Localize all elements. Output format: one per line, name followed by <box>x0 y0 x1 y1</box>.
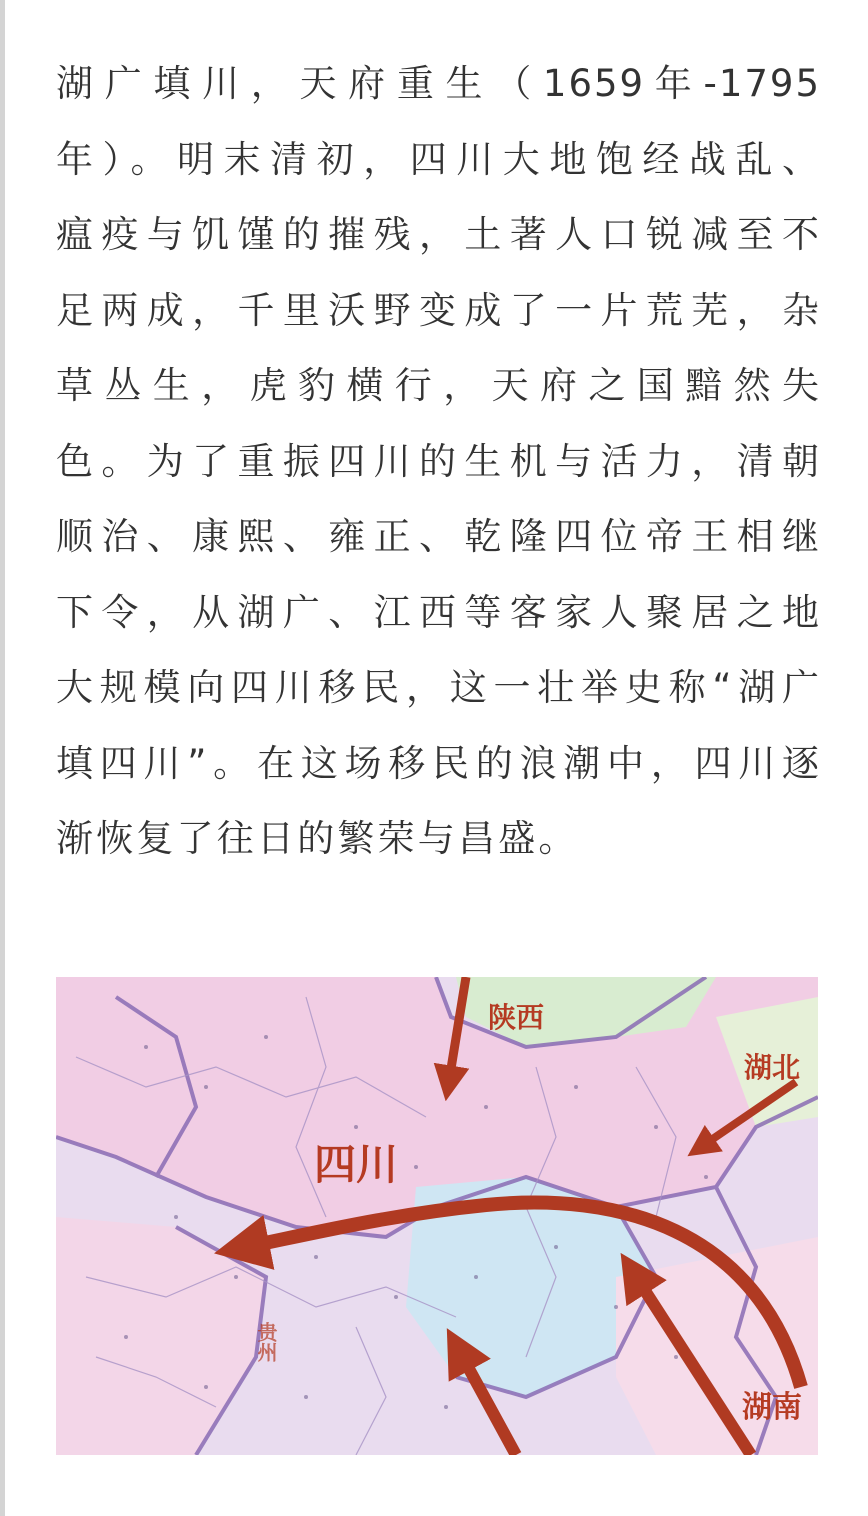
paragraph-line: 渐恢复了往日的繁荣与昌盛。 <box>56 817 579 860</box>
paragraph-line: 顺治、康熙、雍正、乾隆四位帝王相继 <box>56 515 821 558</box>
paragraph-line: 湖广填川，天府重生（1659年-1795 <box>56 62 821 105</box>
migration-map <box>56 977 818 1455</box>
label-hunan: 湖南 <box>742 1390 802 1425</box>
paragraph-line: 填四川”。在这场移民的浪潮中，四川逐 <box>56 741 821 785</box>
paragraph-line: 足两成，千里沃野变成了一片荒芜，杂 <box>56 288 821 332</box>
paragraph-line: 色。为了重振四川的生机与活力，清朝 <box>56 439 821 483</box>
paragraph-line: 年）。明末清初，四川大地饱经战乱、 <box>56 137 821 181</box>
label-sichuan: 四川 <box>314 1140 399 1189</box>
migration-map-image <box>56 977 818 1455</box>
paragraph-line: 大规模向四川移民，这一壮举史称“湖广 <box>56 666 821 709</box>
label-guizhou: 贵州 <box>254 1322 278 1362</box>
article-body <box>56 46 821 877</box>
paragraph-line: 下令，从湖广、江西等客家人聚居之地 <box>56 590 821 634</box>
paragraph-line: 草丛生，虎豹横行，天府之国黯然失 <box>56 364 821 407</box>
left-edge-bar <box>0 0 5 1516</box>
label-shaanxi: 陕西 <box>488 1001 545 1034</box>
paragraph-line: 瘟疫与饥馑的摧残，土著人口锐减至不 <box>56 213 821 256</box>
label-hubei: 湖北 <box>744 1051 801 1084</box>
